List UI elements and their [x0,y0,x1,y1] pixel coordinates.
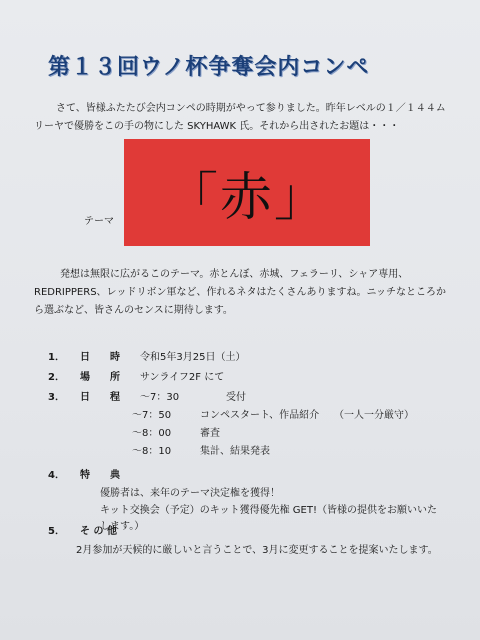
item-number: 4． [48,470,65,481]
date-value: 令和5年3月25日（土） [140,352,246,363]
program-time: ～7：50 [132,410,172,421]
item-number: 1． [48,352,65,363]
program-time: ～7：30 [140,392,180,403]
theme-description: 発想は無限に広がるこのテーマ。赤とんぼ、赤城、フェラーリ、シャア専用、REDRIPPERS、レッドリボン軍など、作れるネタはたくさんありますね。ニッチなところから選ぶなど、皆さんのセンスに期待します。 [34,269,447,316]
program-time: ～8：10 [132,446,172,457]
program-note: （一人一分厳守） [334,410,414,421]
theme-box [124,139,370,246]
other-text: 2月参加が天候的に厳しいと言うことで、3月に変更することを提案いたします。 [76,545,438,556]
item-number: 2． [48,372,65,383]
item-label: 日 時 [80,352,120,363]
program-time: ～8：00 [132,428,172,439]
program-desc: 集計、結果発表 [200,446,270,457]
theme-label: テーマ [84,216,114,227]
item-number: 3． [48,392,65,403]
item-label: 日 程 [80,392,120,403]
item-label: そ の 他 [80,526,117,537]
program-desc: 受付 [226,392,246,403]
program-desc: コンペスタート、作品紹介 [200,410,320,421]
place-value: サンライフ2F にて [140,372,225,383]
item-label: 特 典 [80,470,120,481]
page-title: 第１３回ウノ杯争奪会内コンペ [48,55,370,80]
item-number: 5． [48,526,65,537]
intro-paragraph: さて、皆様ふたたび会内コンペの時期がやって参りました。昨年レベルの１／１４４ムリーヤで優勝をこの手の物にした SKYHAWK 氏。それから出されたお題は・・・ [34,103,446,132]
program-desc: 審査 [200,428,220,439]
benefit-line: キット交換会（予定）のキット獲得優先権 GET!（皆様の提供をお願いいたします。） [100,505,437,532]
benefit-line: 優勝者は、来年のテーマ決定権を獲得！ [100,488,280,499]
theme-text: 「赤」 [165,168,328,228]
item-label: 場 所 [80,372,120,383]
